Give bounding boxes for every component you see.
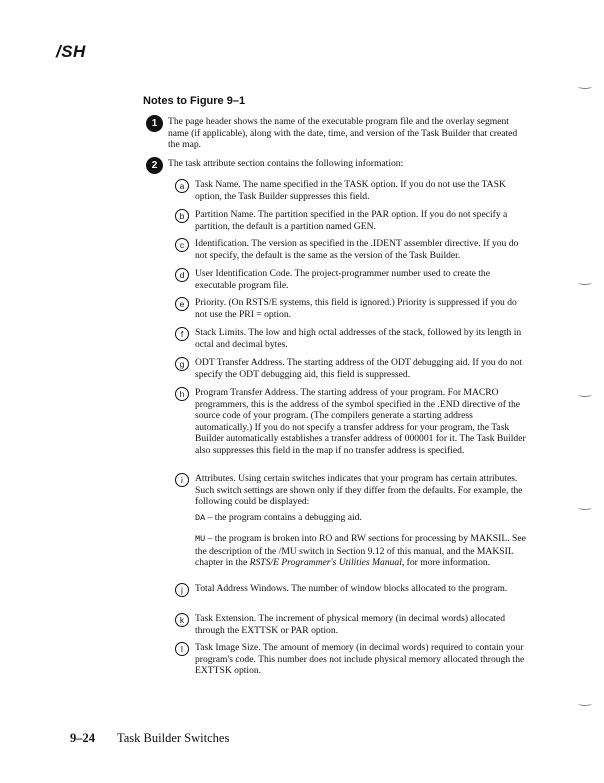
item-f [180, 327, 528, 350]
item-g [179, 357, 528, 380]
item-letter-badge: d [175, 268, 189, 282]
note-text: The page header shows the name of the executable program file and the overlay segment name (if applicable), along with the date, time, and version of the Task Builder that created the map. [168, 116, 518, 151]
margin-mark [578, 84, 592, 89]
item-a [179, 179, 528, 202]
note-1 [151, 116, 528, 151]
note-text: The task attribute section contains the following information: [168, 158, 404, 169]
manual-title: RSTS/E Programmer's Utilities Manual [249, 557, 402, 569]
item-text: Task Name. The name specified in the TASK option. If you do not use the TASK option, the Task Builder suppresses this field. [195, 179, 506, 202]
attribute-code: MU [195, 534, 206, 544]
item-e [179, 297, 528, 320]
attribute-da [195, 512, 528, 525]
item-d [179, 268, 528, 291]
item-i [181, 473, 528, 508]
footer-title: Task Builder Switches [117, 731, 230, 745]
note-2 [151, 158, 528, 171]
item-text: User Identification Code. The project-programmer number used to create the executable program file. [195, 268, 490, 291]
note-number-badge: 1 [146, 115, 163, 132]
item-text: Task Extension. The increment of physical memory (in decimal words) allocated through the EXTTSK or PAR option. [195, 613, 506, 636]
item-j [181, 583, 528, 595]
item-letter-badge: k [175, 613, 189, 627]
attribute-description-end: , for more information. [401, 557, 491, 569]
item-text: Stack Limits. The low and high octal addresses of the stack, followed by its length in octal and decimal bytes. [195, 327, 522, 350]
item-letter-badge: c [175, 238, 189, 252]
item-b [179, 209, 528, 232]
item-text: Task Image Size. The amount of memory (in decimal words) required to contain your program's code. This number does not include physical memory allocated through the EXTTSK option. [195, 642, 525, 677]
margin-mark [578, 280, 592, 285]
item-letter-badge: h [175, 387, 189, 401]
attribute-code: DA [195, 513, 206, 523]
item-letter-badge: a [175, 179, 189, 193]
item-text: Partition Name. The partition specified in the PAR option. If you do not specify a partition, the default is a partition named GEN. [195, 209, 508, 232]
attribute-description: – the program is broken into RO and RW sections for processing by MAKSIL. See the description of the /MU switch in Section 9.12 of this manual, and the MAKSIL chapter in the [195, 533, 526, 569]
attribute-description: – the program contains a debugging aid. [205, 512, 362, 523]
item-letter-badge: f [175, 327, 189, 341]
margin-mark [578, 392, 592, 397]
item-text: Program Transfer Address. The starting address of your program. For MACRO programmers, this is the address of the symbol specified in the .END directive of the source code of your program. (The compilers generate a starting address automatically.) If you do not specify a transfer address for your program, the Task Builder automatically establishes a transfer address of 000001 for it. The Task Builder also suppresses this field in the map if no transfer address is specified. [195, 387, 526, 456]
item-k [179, 613, 528, 636]
item-letter-badge: l [175, 642, 189, 656]
item-text: Total Address Windows. The number of window blocks allocated to the program. [195, 583, 508, 594]
margin-mark [578, 701, 592, 706]
note-number-badge: 2 [146, 157, 163, 174]
item-letter-badge: i [175, 473, 189, 487]
notes-title: Notes to Figure 9–1 [143, 95, 246, 107]
item-text: ODT Transfer Address. The starting address of the ODT debugging aid. If you do not specify the ODT debugging aid, this field is suppressed. [195, 357, 523, 380]
item-text: Priority. (On RSTS/E systems, this field is ignored.) Priority is suppressed if you do not use the PRI = option. [195, 297, 517, 320]
item-c [179, 238, 528, 261]
item-h [179, 387, 528, 457]
item-letter-badge: j [175, 583, 189, 597]
item-letter-badge: e [175, 297, 189, 311]
item-text: Identification. The version as specified in the .IDENT assembler directive. If you do not specify, the default is the same as the version of the Task Builder. [195, 238, 519, 261]
page-heading: /SH [56, 42, 86, 61]
item-letter-badge: b [175, 209, 189, 223]
item-text: Attributes. Using certain switches indicates that your program has certain attributes. Such switch settings are shown only if they differ from the defaults. For example, the following could be displayed: [195, 473, 523, 508]
footer-page-number: 9–24 [70, 731, 95, 745]
item-l [181, 642, 528, 677]
attribute-mu [195, 533, 528, 569]
item-letter-badge: g [175, 357, 189, 371]
margin-mark [578, 505, 592, 510]
